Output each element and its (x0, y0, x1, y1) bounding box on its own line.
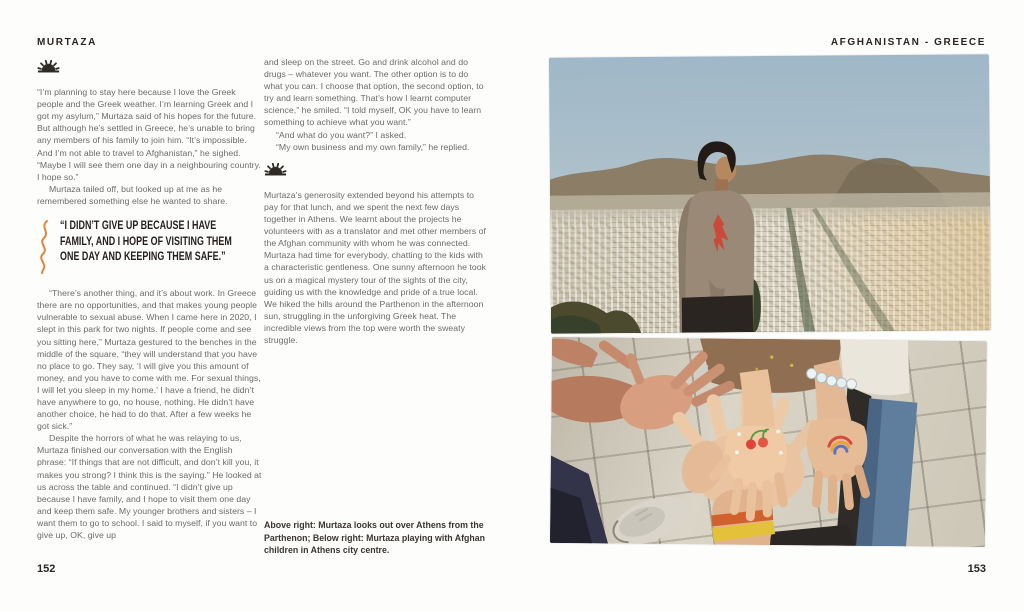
painted-cherry (746, 439, 756, 449)
pull-quote-line: FAMILY, AND I HOPE OF VISITING THEM (60, 233, 232, 248)
avenue (812, 207, 895, 332)
body-paragraph: “There’s another thing, and it’s about work. In Greece there are no opportunities, and that makes young people vulnerable to sexual abuse. When I came here in 2020, I slept in this park for two nights. If people come and see you sitting here,” Murtaza gestured to the benches in the middle of the square, “they will understand that you have no place to go. They say, ‘I will give you this amount of money, and you have to come with me. For sexual things, I will let you sleep in my home.’ I have a friend, he didn’t have anywhere to go, no house, nothing. He didn’t have another choice, he had to do that. After a few weeks he got sick.” (37, 288, 261, 432)
page-number-left: 152 (37, 563, 56, 575)
adult-hand-palm-up (551, 355, 730, 439)
body-paragraph: Murtaza’s generosity extended beyond his attempts to pay for that lunch, and we spent the next few days together in Athens. We learnt about the projects he volunteers with as a translator and met other members of the Afghan community with whom he was connected. Murtaza had time for everybody, chatting to the kids with a characteristic gentleness. One sunny afternoon he took us on a magical mystery tour of the sights of the city, guiding us with the knowledge and pride of a true local. We hiked the hills around the Parthenon in the afternoon sun, struggling in the unforgiving Greek heat. The incredible views from the top were worth the sweaty struggle. (264, 189, 486, 345)
photo-caption: Above right: Murtaza looks out over Athens from the Parthenon; Below right: Murtaza playing with Afghan children in Athens city centre. (264, 520, 486, 556)
pull-quote-line: “I DIDN’T GIVE UP BECAUSE I HAVE (60, 218, 217, 233)
body-paragraph: and sleep on the street. Go and drink alcohol and do drugs – whatever you want. The other option is to do what you can. I choose that option, the second option, to try and learn something. That’s how I learnt computer science,” he smiled. “I told myself, OK you have to learn something to achieve what you want.” (264, 57, 484, 128)
body-paragraph: Despite the horrors of what he was relaying to us, Murtaza finished our conversation with the English phrase: “If things that are not difficult, and don’t kill you, it makes you strong? I think this is the saying.” He looked at us across the table and continued. “I didn’t give up because I have family, and I hope to visit them one day and keep them safe. My younger brothers and sisters – I want them to go to school. I said to myself, if you want to give up, OK, give up (37, 433, 262, 540)
dark-clothing (768, 524, 855, 546)
running-head-murtaza: MURTAZA (37, 37, 97, 48)
ring (700, 366, 707, 372)
photo-hands-together (550, 337, 987, 547)
sneaker (606, 487, 695, 547)
avenue (786, 208, 815, 332)
body-paragraph: Murtaza tailed off, but looked up at me as he remembered something else he wanted to share. (37, 183, 228, 206)
running-head-afghanistan-greece: AFGHANISTAN - GREECE (830, 37, 986, 48)
left-page-column-2 (264, 56, 489, 346)
rising-sun-icon (264, 163, 489, 180)
orange-squiggle-icon (37, 220, 51, 277)
pull-quote (37, 218, 262, 277)
page-number-right: 153 (967, 563, 986, 575)
dialogue-line: “My own business and my own family,” he replied. (276, 141, 470, 152)
pull-quote-text (60, 218, 299, 265)
rising-sun-icon (37, 60, 262, 77)
pull-quote-line: ONE DAY AND KEEPING THEM SAFE.” (60, 249, 226, 264)
photo-athens-view (549, 54, 991, 333)
body-paragraph: “I’m planning to stay here because I love the Greek people and the Greek weather. I’m learning Greek and I got my asylum,” Murtaza said of his hopes for the future. But although he’s settled in Greece, he’s unable to bring any members of his family to join him. “It’s impossible. And I’m not able to travel to Afghanistan,” he sighed. “Maybe I will see them one day in a neighbouring country. I hope so.” (37, 87, 261, 182)
left-page-column-1 (37, 60, 262, 541)
hand-top-left (552, 339, 630, 368)
painted-cherry (758, 437, 768, 447)
dialogue-line: “And what do you want?” I asked. (276, 129, 407, 140)
